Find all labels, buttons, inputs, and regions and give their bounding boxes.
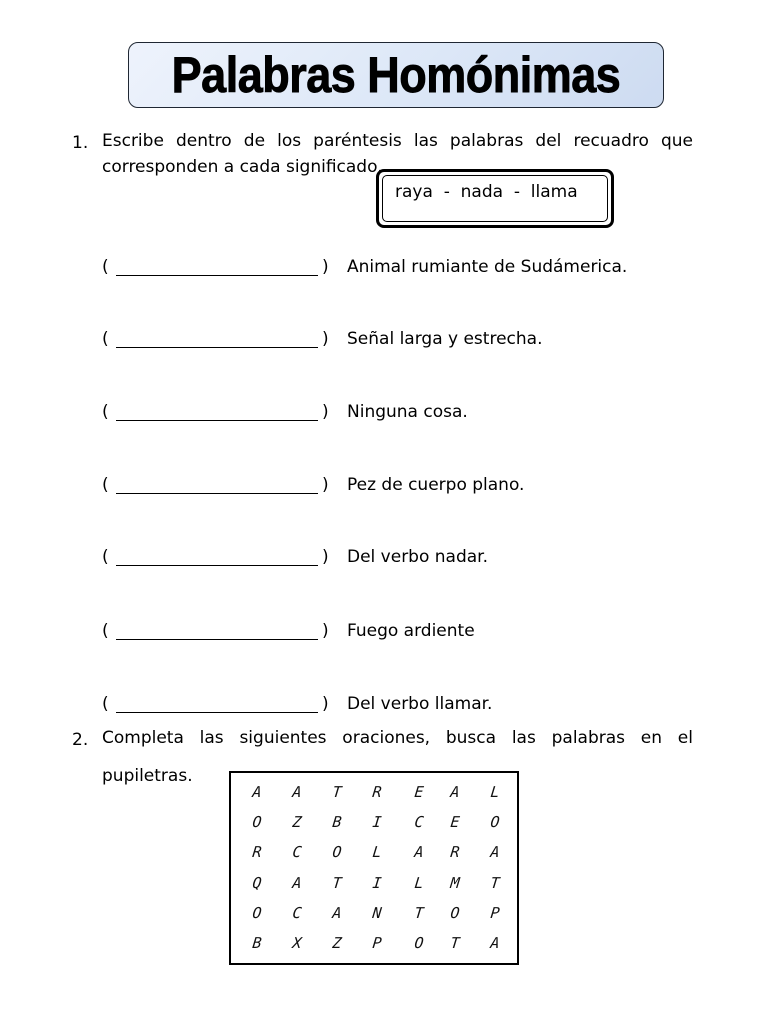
- word-search-letter[interactable]: I: [371, 813, 383, 831]
- close-paren: ): [322, 694, 329, 714]
- word-search-letter[interactable]: C: [291, 843, 303, 861]
- word-search-letter[interactable]: P: [489, 904, 501, 922]
- meaning-text: Del verbo nadar.: [347, 547, 489, 567]
- word-search-letter[interactable]: Z: [331, 934, 343, 952]
- close-paren: ): [322, 547, 329, 567]
- word-search-letter[interactable]: E: [449, 813, 461, 831]
- word-search-letter[interactable]: T: [489, 874, 501, 892]
- open-paren: (: [102, 621, 109, 641]
- meaning-text: Ninguna cosa.: [347, 402, 468, 422]
- meaning-text: Señal larga y estrecha.: [347, 329, 543, 349]
- answer-blank[interactable]: [116, 275, 318, 276]
- word-search-letter[interactable]: C: [413, 813, 425, 831]
- open-paren: (: [102, 475, 109, 495]
- close-paren: ): [322, 621, 329, 641]
- answer-blank[interactable]: [116, 493, 318, 494]
- word-search-letter[interactable]: A: [291, 874, 303, 892]
- word-search-letter[interactable]: P: [371, 934, 383, 952]
- word-search-letter[interactable]: I: [371, 874, 383, 892]
- question-2-text-line-2: pupiletras.: [102, 766, 193, 786]
- open-paren: (: [102, 402, 109, 422]
- word-search-letter[interactable]: B: [251, 934, 263, 952]
- word-search-letter[interactable]: X: [291, 934, 303, 952]
- answer-blank[interactable]: [116, 639, 318, 640]
- word-box-words: raya - nada - llama: [395, 182, 578, 202]
- answer-blank[interactable]: [116, 347, 318, 348]
- close-paren: ): [322, 402, 329, 422]
- word-search-letter[interactable]: L: [489, 783, 501, 801]
- word-search-letter[interactable]: O: [251, 813, 263, 831]
- word-search-letter[interactable]: O: [251, 904, 263, 922]
- word-search-letter[interactable]: O: [413, 934, 425, 952]
- word-search-letter[interactable]: L: [413, 874, 425, 892]
- open-paren: (: [102, 694, 109, 714]
- question-2-text-line-1: Completa las siguientes oraciones, busca las palabras en el: [102, 728, 693, 748]
- word-search-letter[interactable]: O: [331, 843, 343, 861]
- question-1-number: 1.: [72, 133, 89, 153]
- word-box: [376, 169, 614, 228]
- word-search-letter[interactable]: T: [449, 934, 461, 952]
- word-search-letter[interactable]: R: [371, 783, 383, 801]
- word-search-letter[interactable]: A: [489, 843, 501, 861]
- word-search-letter[interactable]: T: [331, 783, 343, 801]
- word-search-letter[interactable]: N: [371, 904, 383, 922]
- word-search-letter[interactable]: T: [413, 904, 425, 922]
- word-search-letter[interactable]: R: [449, 843, 461, 861]
- word-search-letter[interactable]: A: [489, 934, 501, 952]
- word-search-letter[interactable]: O: [449, 904, 461, 922]
- open-paren: (: [102, 547, 109, 567]
- word-search-letter[interactable]: A: [449, 783, 461, 801]
- word-search-letter[interactable]: L: [371, 843, 383, 861]
- title-banner: [128, 42, 664, 108]
- meaning-text: Fuego ardiente: [347, 621, 475, 641]
- question-1-text-line-2: corresponden a cada significado.: [102, 157, 383, 177]
- meaning-text: Animal rumiante de Sudámerica.: [347, 257, 628, 277]
- word-search-letter[interactable]: A: [291, 783, 303, 801]
- meaning-text: Pez de cuerpo plano.: [347, 475, 525, 495]
- word-search-letter[interactable]: T: [331, 874, 343, 892]
- word-search-letter[interactable]: A: [331, 904, 343, 922]
- answer-blank[interactable]: [116, 712, 318, 713]
- answer-blank[interactable]: [116, 420, 318, 421]
- open-paren: (: [102, 257, 109, 277]
- word-search-letter[interactable]: A: [251, 783, 263, 801]
- page-title: Palabras Homónimas: [171, 45, 621, 103]
- word-search-letter[interactable]: Z: [291, 813, 303, 831]
- word-search-letter[interactable]: A: [413, 843, 425, 861]
- close-paren: ): [322, 257, 329, 277]
- close-paren: ): [322, 475, 329, 495]
- word-search-letter[interactable]: O: [489, 813, 501, 831]
- answer-blank[interactable]: [116, 565, 318, 566]
- close-paren: ): [322, 329, 329, 349]
- word-search-letter[interactable]: C: [291, 904, 303, 922]
- question-1-text-line-1: Escribe dentro de los paréntesis las palabras del recuadro que: [102, 131, 693, 151]
- word-search-letter[interactable]: B: [331, 813, 343, 831]
- word-search-letter[interactable]: E: [413, 783, 425, 801]
- question-2-number: 2.: [72, 730, 89, 750]
- word-search-letter[interactable]: R: [251, 843, 263, 861]
- meaning-text: Del verbo llamar.: [347, 694, 493, 714]
- word-search-letter[interactable]: Q: [251, 874, 263, 892]
- word-search-grid: [229, 771, 519, 965]
- open-paren: (: [102, 329, 109, 349]
- word-search-letter[interactable]: M: [449, 874, 461, 892]
